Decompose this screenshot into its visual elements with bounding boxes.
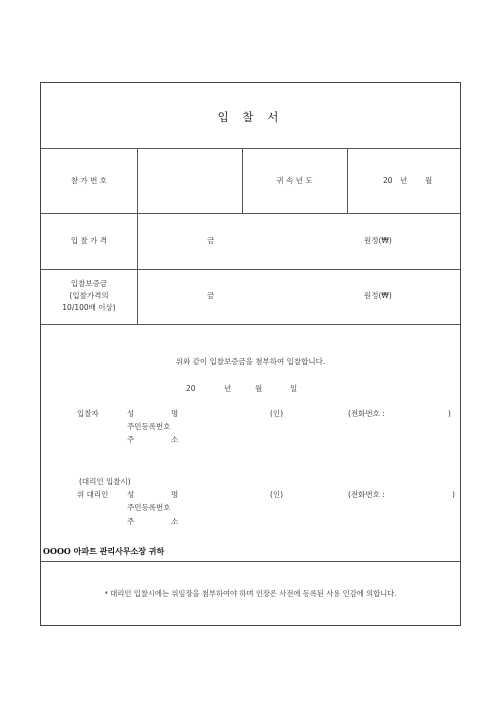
agent-addr-c1: 주 [127, 517, 135, 526]
bid-price-prefix: 금 [207, 236, 215, 245]
bidder-name-c2: 명 [171, 409, 179, 418]
bidder-addr-c2: 소 [171, 435, 179, 444]
column-divider [347, 148, 348, 213]
fiscal-year-label: 귀 속 년 도 [276, 176, 313, 185]
participant-number-label: 참 가 번 호 [70, 176, 108, 185]
bid-price-label: 입 찰 가 격 [70, 236, 108, 245]
fiscal-year-unit: 년 [400, 176, 408, 185]
deposit-label-line3: 10/100배 이상) [62, 303, 116, 312]
agent-phone-close: ) [452, 490, 455, 499]
divider [41, 148, 460, 149]
bidder-id-label: 주민등록번호 [127, 422, 171, 431]
fiscal-year-prefix: 20 [383, 176, 393, 185]
deposit-prefix: 금 [207, 291, 215, 300]
date-day-unit: 일 [290, 384, 298, 393]
bid-form [40, 82, 461, 626]
agent-name-c1: 성 [127, 490, 135, 499]
fiscal-month-unit: 월 [425, 176, 433, 185]
deposit-label-line2: (입찰가격의 [69, 291, 109, 300]
deposit-suffix: 원정(₩) [364, 291, 392, 300]
agent-phone: (전화번호 : [348, 490, 385, 499]
agent-note: (대리인 입찰시) [79, 477, 131, 486]
agent-name-c2: 명 [171, 490, 179, 499]
deposit-label-line1: 입찰보증금 [70, 279, 108, 288]
addressee: OOOO 아파트 관리사무소장 귀하 [43, 546, 165, 556]
bidder-name-c1: 성 [127, 409, 135, 418]
agent-addr-c2: 소 [171, 517, 179, 526]
bid-price-suffix: 원정(₩) [364, 236, 392, 245]
divider [41, 324, 460, 325]
divider [41, 561, 460, 562]
agent-role: 위 대리인 [77, 490, 109, 499]
form-title: 입 찰 서 [217, 110, 284, 124]
footer-note: * 대리인 입찰시에는 위임장을 첨부하여야 하며 인장은 사전에 등록된 사용 인감에 의합니다. [104, 589, 397, 598]
bidder-role: 입찰자 [77, 409, 99, 418]
bidder-phone-close: ) [448, 409, 451, 418]
agent-seal: (인) [270, 490, 284, 499]
divider [41, 213, 460, 214]
date-year: 20 [186, 384, 196, 393]
bidder-seal: (인) [270, 409, 284, 418]
date-year-unit: 년 [224, 384, 232, 393]
divider [41, 269, 460, 270]
bidder-phone: (전화번호 : [348, 409, 385, 418]
bidder-addr-c1: 주 [127, 435, 135, 444]
date-month-unit: 월 [255, 384, 263, 393]
agent-id-label: 주민등록번호 [127, 503, 171, 512]
column-divider [137, 148, 138, 324]
statement-text: 위와 같이 입찰보증금을 첨부하여 입찰합니다. [175, 357, 326, 366]
